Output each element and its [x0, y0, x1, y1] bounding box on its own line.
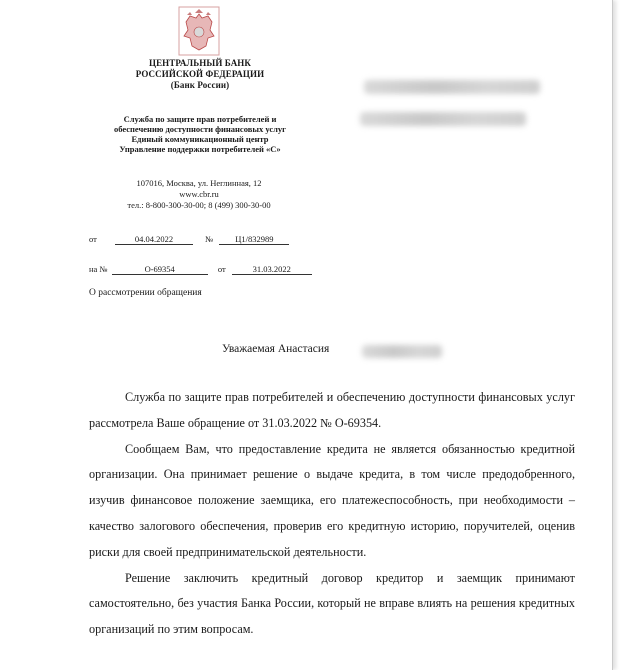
redacted-surname — [362, 345, 442, 358]
contact-block — [100, 178, 298, 211]
bank-name-line: ЦЕНТРАЛЬНЫЙ БАНК — [148, 58, 252, 68]
incoming-date: 31.03.2022 — [232, 264, 312, 275]
outgoing-number: Ц1/832989 — [219, 234, 289, 245]
phone-numbers: тел.: 8-800-300-30-00; 8 (499) 300-30-00 — [127, 200, 271, 210]
incoming-reference — [89, 264, 312, 275]
incoming-number: О-69354 — [112, 264, 208, 275]
bank-name-block — [120, 58, 280, 91]
body-paragraph: Решение заключить кредитный договор кредитор и заемщик принимают самостоятельно, без участия Банка России, который не вправе влиять на решения кредитных организаций по этим вопросам. — [89, 570, 575, 637]
redacted-recipient-address — [360, 112, 526, 126]
bank-short-name: (Банк России) — [170, 80, 230, 90]
letter-subject: О рассмотрении обращения — [89, 288, 202, 298]
date-label: от — [89, 234, 97, 244]
russian-coat-of-arms-icon — [178, 6, 220, 56]
department-line: Единый коммуникационный центр — [131, 134, 269, 144]
department-line: Управление поддержки потребителей «С» — [119, 144, 281, 154]
redacted-recipient-name — [364, 80, 540, 94]
greeting-line — [222, 343, 329, 355]
greeting-text: Уважаемая Анастасия — [222, 343, 330, 355]
body-paragraph: Сообщаем Вам, что предоставление кредита не является обязанностью кредитной организации. Она принимает решение о выдаче кредита, в том числе предодобренного, изучив финансовое положение заемщика, его платежеспособность, при необходимости – качество залогового обеспечения, проверив его кредитную историю, поручителей, оценив риски для своей предпринимательской деятельности. — [89, 441, 575, 559]
outgoing-reference — [89, 234, 289, 245]
postal-address: 107016, Москва, ул. Неглинная, 12 — [136, 178, 262, 188]
body-paragraph: Служба по защите прав потребителей и обеспечению доступности финансовых услуг рассмотрела Ваше обращение от 31.03.2022 № О-69354. — [89, 390, 575, 430]
ref-date-label: от — [217, 264, 226, 274]
outgoing-date: 04.04.2022 — [115, 234, 193, 245]
letter-body — [89, 385, 575, 643]
department-block — [82, 114, 318, 154]
ref-label: на № — [89, 264, 108, 274]
bank-name-line: РОССИЙСКОЙ ФЕДЕРАЦИИ — [135, 69, 265, 79]
website-link: www.cbr.ru — [179, 189, 219, 199]
department-line: Служба по защите прав потребителей и — [123, 114, 277, 124]
number-label: № — [205, 234, 214, 244]
department-line: обеспечению доступности финансовых услуг — [113, 124, 286, 134]
